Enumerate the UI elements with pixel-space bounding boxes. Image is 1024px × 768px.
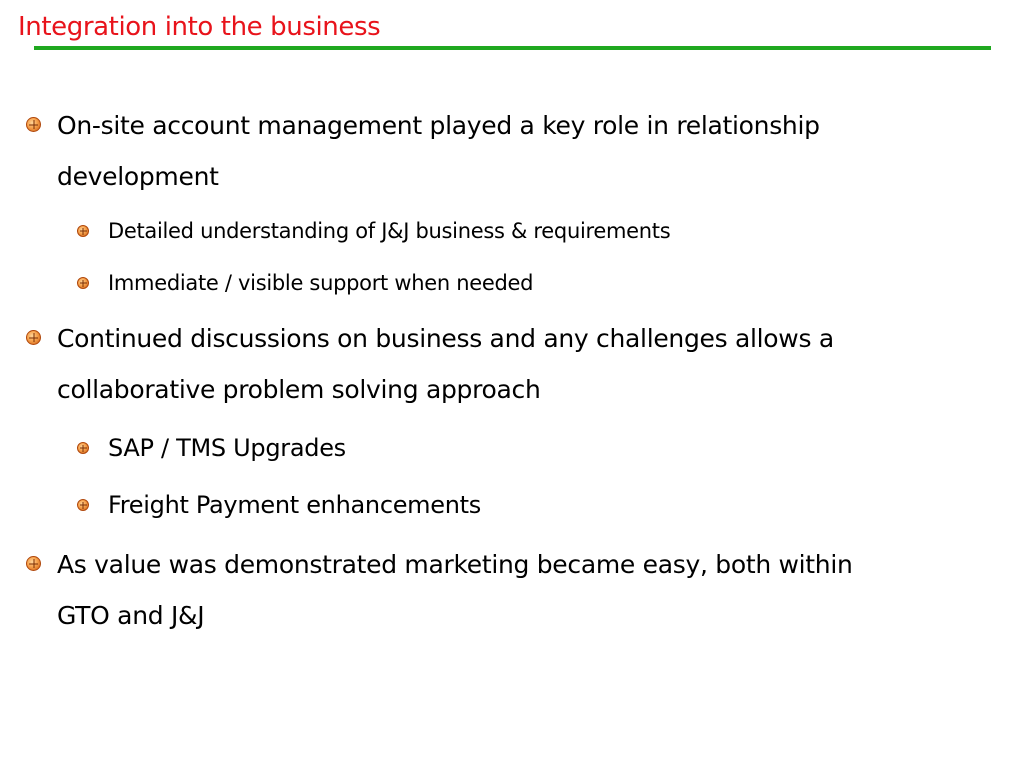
bullet-text: Continued discussions on business and any challenges allows a collaborative problem solving approach [57,324,834,404]
bullet-item-2 [57,313,897,415]
title-divider [34,46,991,50]
sub-bullet-text: Freight Payment enhancements [108,491,481,519]
sub-bullet-text: SAP / TMS Upgrades [108,434,346,462]
bullet-text: As value was demonstrated marketing became easy, both within GTO and J&J [57,550,853,630]
sub-bullet-item-1-1 [108,216,928,246]
bullet-marker-icon [77,277,89,289]
bullet-item-1 [57,100,897,202]
bullet-marker-icon [26,556,41,571]
sub-bullet-item-1-2 [108,268,928,298]
sub-bullet-text: Detailed understanding of J&J business & requirements [108,219,671,243]
sub-bullet-item-2-2 [108,488,928,522]
bullet-marker-icon [77,225,89,237]
bullet-marker-icon [26,117,41,132]
bullet-marker-icon [26,330,41,345]
bullet-marker-icon [77,442,89,454]
bullet-text: On-site account management played a key role in relationship development [57,111,820,191]
sub-bullet-item-2-1 [108,431,928,465]
slide-title: Integration into the business [18,12,381,42]
bullet-marker-icon [77,499,89,511]
sub-bullet-text: Immediate / visible support when needed [108,271,534,295]
bullet-item-3 [57,539,897,641]
